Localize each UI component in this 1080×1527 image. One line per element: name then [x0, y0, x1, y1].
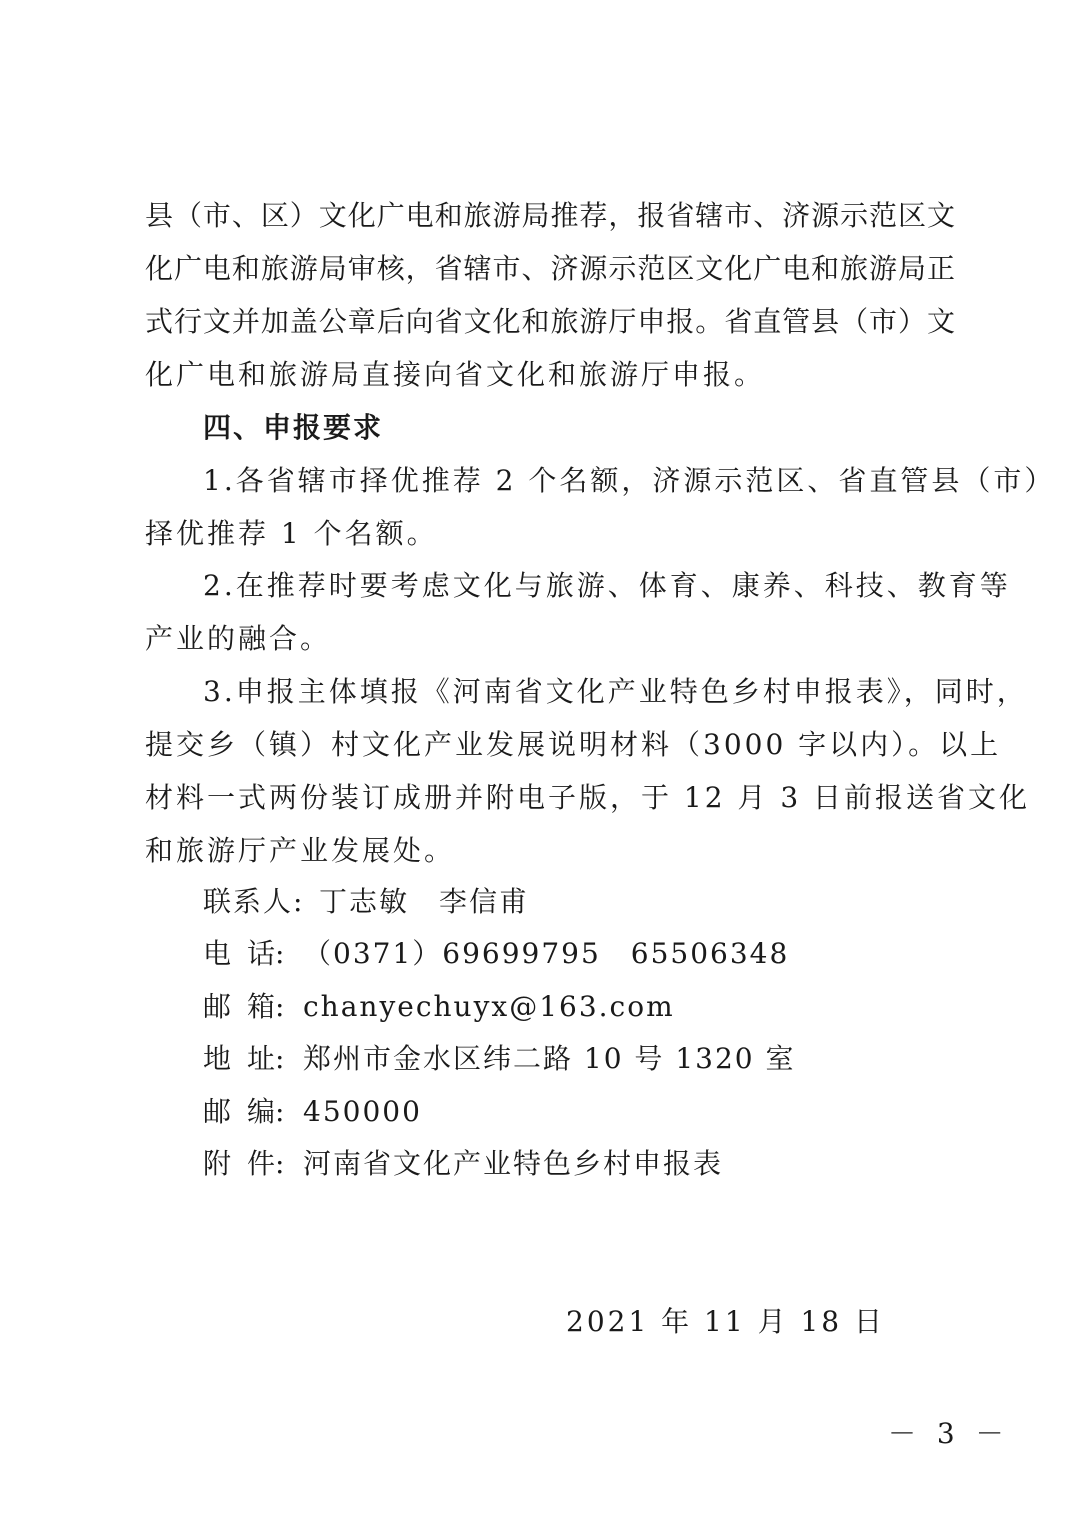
postcode-label-char-1: 邮 — [203, 1095, 232, 1128]
phone-label — [203, 928, 303, 980]
postcode-label-char-2: 编: — [247, 1095, 285, 1128]
item1-line-2: 择优推荐 1 个名额。 — [145, 517, 438, 550]
phone-label-char-1: 电 — [203, 937, 232, 970]
item2-line-2: 产业的融合。 — [145, 622, 332, 655]
address-label — [203, 1033, 303, 1085]
contact-name-1: 丁志敏 — [319, 885, 410, 918]
contact-person-row — [203, 876, 529, 928]
phone-value-2: 65506348 — [630, 937, 790, 970]
phone-row — [203, 928, 789, 980]
address-label-char-1: 地 — [203, 1042, 232, 1075]
item3-line-2: 提交乡（镇）村文化产业发展说明材料（3000 字以内）。以上 — [145, 728, 1002, 761]
para1-line-4: 化广电和旅游局直接向省文化和旅游厅申报。 — [145, 358, 766, 391]
email-label-char-1: 邮 — [203, 990, 232, 1023]
email-row — [203, 981, 675, 1033]
attachment-label-char-2: 件: — [247, 1147, 285, 1180]
phone-label-char-2: 话: — [247, 937, 285, 970]
attachment-label — [203, 1138, 303, 1190]
attachment-value: 河南省文化产业特色乡村申报表 — [303, 1147, 724, 1180]
page-number: － 3 － — [888, 1417, 1010, 1450]
address-row — [203, 1033, 796, 1085]
document-date: 2021 年 11 月 18 日 — [566, 1305, 886, 1338]
email-label — [203, 981, 303, 1033]
attachment-row — [203, 1138, 723, 1190]
para1-line-3: 式行文并加盖公章后向省文化和旅游厅申报。省直管县（市）文 — [145, 305, 955, 338]
para1-line-1: 县（市、区）文化广电和旅游局推荐，报省辖市、济源示范区文 — [145, 199, 955, 232]
address-label-char-2: 址: — [247, 1042, 285, 1075]
section-heading: 四、申报要求 — [203, 411, 384, 444]
para1-line-2: 化广电和旅游局审核，省辖市、济源示范区文化广电和旅游局正 — [145, 252, 955, 285]
postcode-label — [203, 1086, 303, 1138]
phone-value-1: （0371）69699795 — [303, 937, 601, 970]
postcode-value: 450000 — [303, 1095, 422, 1128]
item2-line-1: 2.在推荐时要考虑文化与旅游、体育、康养、科技、教育等 — [203, 569, 1011, 602]
contact-person-label: 联系人: — [203, 885, 305, 918]
item3-line-3: 材料一式两份装订成册并附电子版，于 12 月 3 日前报送省文化 — [145, 781, 1031, 814]
attachment-label-char-1: 附 — [203, 1147, 232, 1180]
postcode-row — [203, 1086, 422, 1138]
email-label-char-2: 箱: — [247, 990, 285, 1023]
contact-name-2: 李信甫 — [439, 885, 530, 918]
address-value: 郑州市金水区纬二路 10 号 1320 室 — [303, 1042, 796, 1075]
item1-line-1: 1.各省辖市择优推荐 2 个名额，济源示范区、省直管县（市） — [203, 464, 1056, 497]
item3-line-4: 和旅游厅产业发展处。 — [145, 834, 456, 867]
email-value: chanyechuyx@163.com — [303, 990, 675, 1023]
item3-line-1: 3.申报主体填报《河南省文化产业特色乡村申报表》，同时， — [203, 675, 1028, 708]
